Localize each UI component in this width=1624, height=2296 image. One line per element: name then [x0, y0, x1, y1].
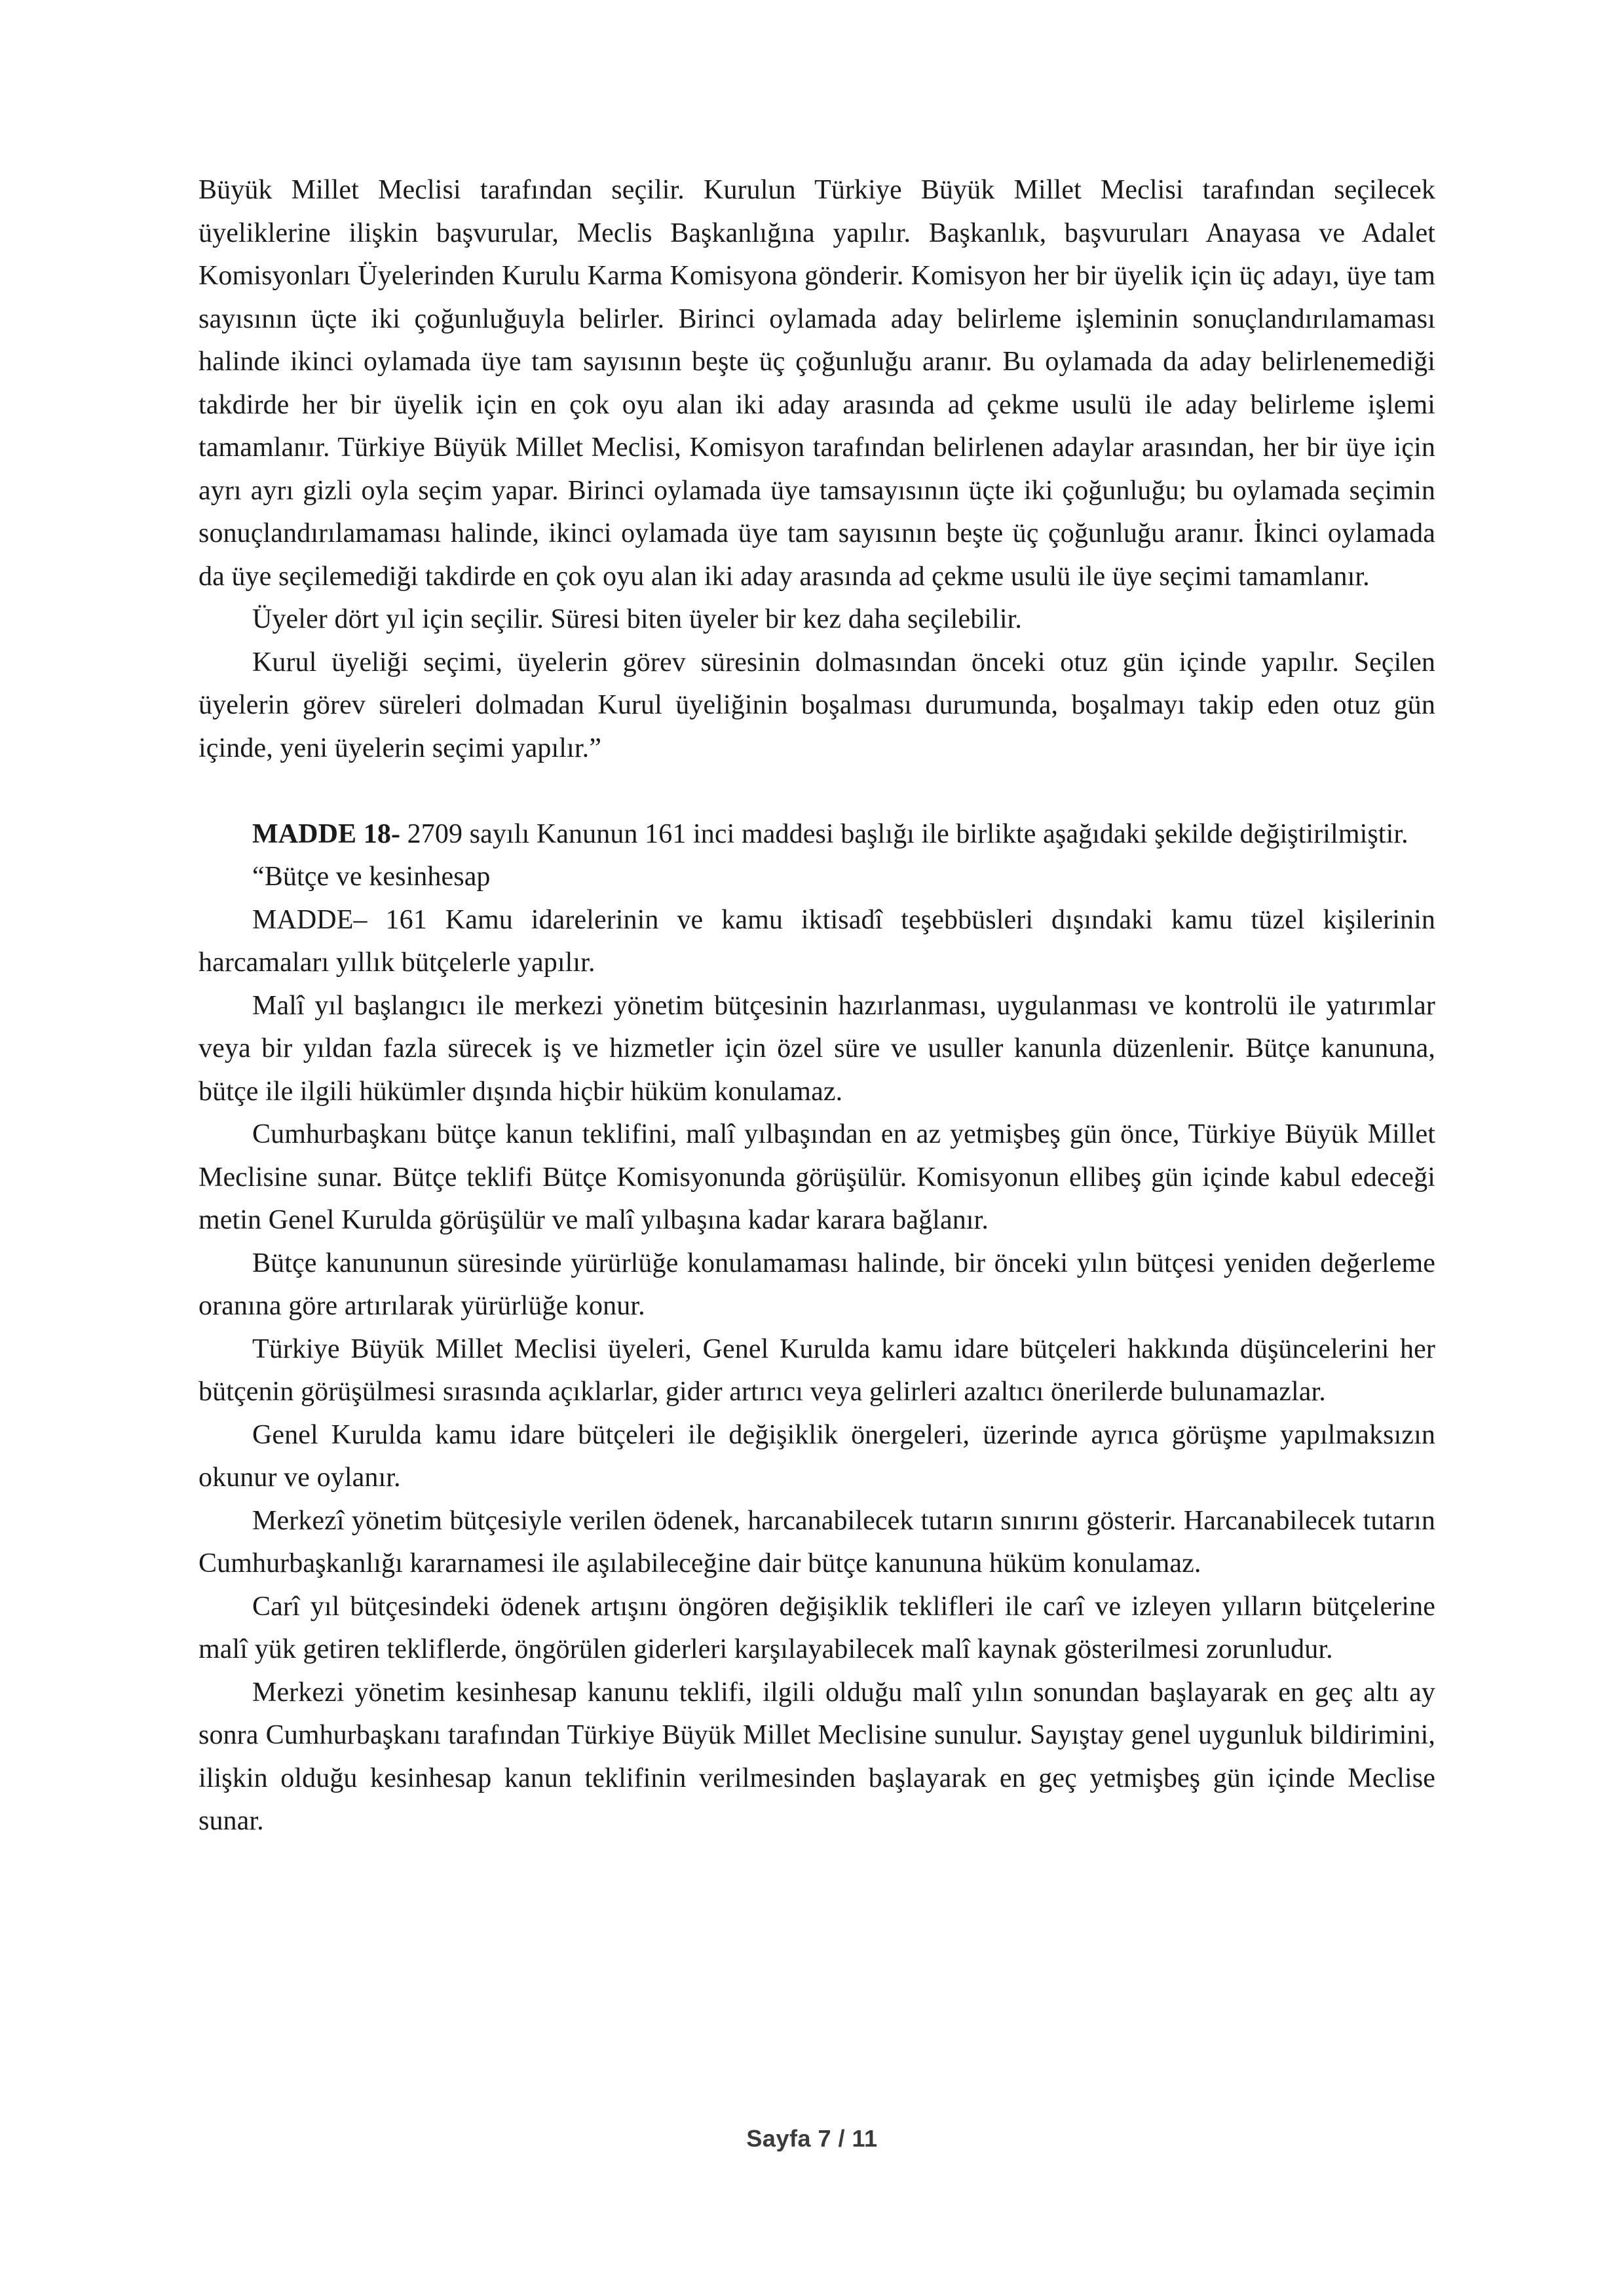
- page-number-label: Sayfa 7 / 11: [746, 2125, 878, 2152]
- paragraph-8: Cumhurbaşkanı bütçe kanun teklifini, malî yılbaşından en az yetmişbeş gün önce, Türkiye Büyük Millet Meclisine sunar. Bütçe teklifi Bütçe Komisyonunda görüşülür. Komisyonun ellibeş gün içinde kabul edeceği metin Genel Kurulda görüşülür ve malî yılbaşına kadar karara bağlanır.: [198, 1119, 1435, 1235]
- page-footer: [0, 2125, 1624, 2152]
- paragraph-13: Carî yıl bütçesindeki ödenek artışını öngören değişiklik teklifleri ile carî ve izleyen yılların bütçelerine malî yük getiren tekliflerde, öngörülen giderleri karşılayabilecek malî kaynak gösterilmesi zorunludur.: [198, 1591, 1435, 1664]
- paragraph-butce-ve-kesinhesap-heading: “Bütçe ve kesinhesap: [252, 862, 491, 892]
- paragraph-12: Merkezî yönetim bütçesiyle verilen ödenek, harcanabilecek tutarın sınırını gösterir. Harcanabilecek tutarın Cumhurbaşkanlığı kararnamesi ile aşılabileceğine dair bütçe kanununa hüküm konulamaz.: [198, 1505, 1435, 1578]
- paragraph-madde-18: [198, 813, 1435, 856]
- document-text-column: [198, 169, 1435, 1843]
- madde-18-text: 2709 sayılı Kanunun 161 inci maddesi başlığı ile birlikte aşağıdaki şekilde değiştirilmiştir.: [400, 818, 1408, 849]
- paragraph-7: Malî yıl başlangıcı ile merkezi yönetim bütçesinin hazırlanması, uygulanması ve kontrolü ile yatırımlar veya bir yıldan fazla sürecek iş ve hizmetler için özel süre ve usuller kanunla düzenlenir. Bütçe kanununa, bütçe ile ilgili hükümler dışında hiçbir hüküm konulamaz.: [198, 990, 1435, 1107]
- paragraph-9: Bütçe kanununun süresinde yürürlüğe konulamaması halinde, bir önceki yılın bütçesi yeniden değerleme oranına göre artırılarak yürürlüğe konur.: [198, 1248, 1435, 1321]
- paragraph-1: Büyük Millet Meclisi tarafından seçilir. Kurulun Türkiye Büyük Millet Meclisi tarafından seçilecek üyeliklerine ilişkin başvurular, Meclis Başkanlığına yapılır. Başkanlık, başvuruları Anayasa ve Adalet Komisyonları Üyelerinden Kurulu Karma Komisyona gönderir. Komisyon her bir üyelik için üç adayı, üye tam sayısının üçte iki çoğunluğuyla belirler. Birinci oylamada aday belirleme işleminin sonuçlandırılamaması halinde ikinci oylamada üye tam sayısının beşte üç çoğunluğu aranır. Bu oylamada da aday belirlenemediği takdirde her bir üyelik için en çok oyu alan iki aday arasında ad çekme usulü ile aday belirleme işlemi tamamlanır. Türkiye Büyük Millet Meclisi, Komisyon tarafından belirlenen adaylar arasından, her bir üye için ayrı ayrı gizli oyla seçim yapar. Birinci oylamada üye tamsayısının üçte iki çoğunluğu; bu oylamada seçimin sonuçlandırılamaması halinde, ikinci oylamada üye tam sayısının beşte üç çoğunluğu aranır. İkinci oylamada da üye seçilemediği takdirde en çok oyu alan iki aday arasında ad çekme usulü ile üye seçimi tamamlanır.: [198, 175, 1435, 592]
- paragraph-madde-161: MADDE– 161 Kamu idarelerinin ve kamu iktisadî teşebbüsleri dışındaki kamu tüzel kişilerinin harcamaları yıllık bütçelerle yapılır.: [198, 904, 1435, 978]
- paragraph-2: Üyeler dört yıl için seçilir. Süresi biten üyeler bir kez daha seçilebilir.: [252, 604, 1022, 634]
- madde-18-label: MADDE 18-: [252, 818, 401, 849]
- paragraph-14: Merkezi yönetim kesinhesap kanunu teklifi, ilgili olduğu malî yılın sonundan başlayarak en geç altı ay sonra Cumhurbaşkanı tarafından Türkiye Büyük Millet Meclisine sunulur. Sayıştay genel uygunluk bildirimini, ilişkin olduğu kesinhesap kanun teklifinin verilmesinden başlayarak en geç yetmişbeş gün içinde Meclise sunar.: [198, 1677, 1435, 1836]
- paragraph-spacer: [198, 770, 1435, 813]
- paragraph-11: Genel Kurulda kamu idare bütçeleri ile değişiklik önergeleri, üzerinde ayrıca görüşme yapılmaksızın okunur ve oylanır.: [198, 1419, 1435, 1493]
- paragraph-3: Kurul üyeliği seçimi, üyelerin görev süresinin dolmasından önceki otuz gün içinde yapılır. Seçilen üyelerin görev süreleri dolmadan Kurul üyeliğinin boşalması durumunda, boşalmayı takip eden otuz gün içinde, yeni üyelerin seçimi yapılır.”: [198, 647, 1435, 763]
- paragraph-10: Türkiye Büyük Millet Meclisi üyeleri, Genel Kurulda kamu idare bütçeleri hakkında düşüncelerini her bütçenin görüşülmesi sırasında açıklarlar, gider artırıcı veya gelirleri azaltıcı önerilerde bulunamazlar.: [198, 1333, 1435, 1407]
